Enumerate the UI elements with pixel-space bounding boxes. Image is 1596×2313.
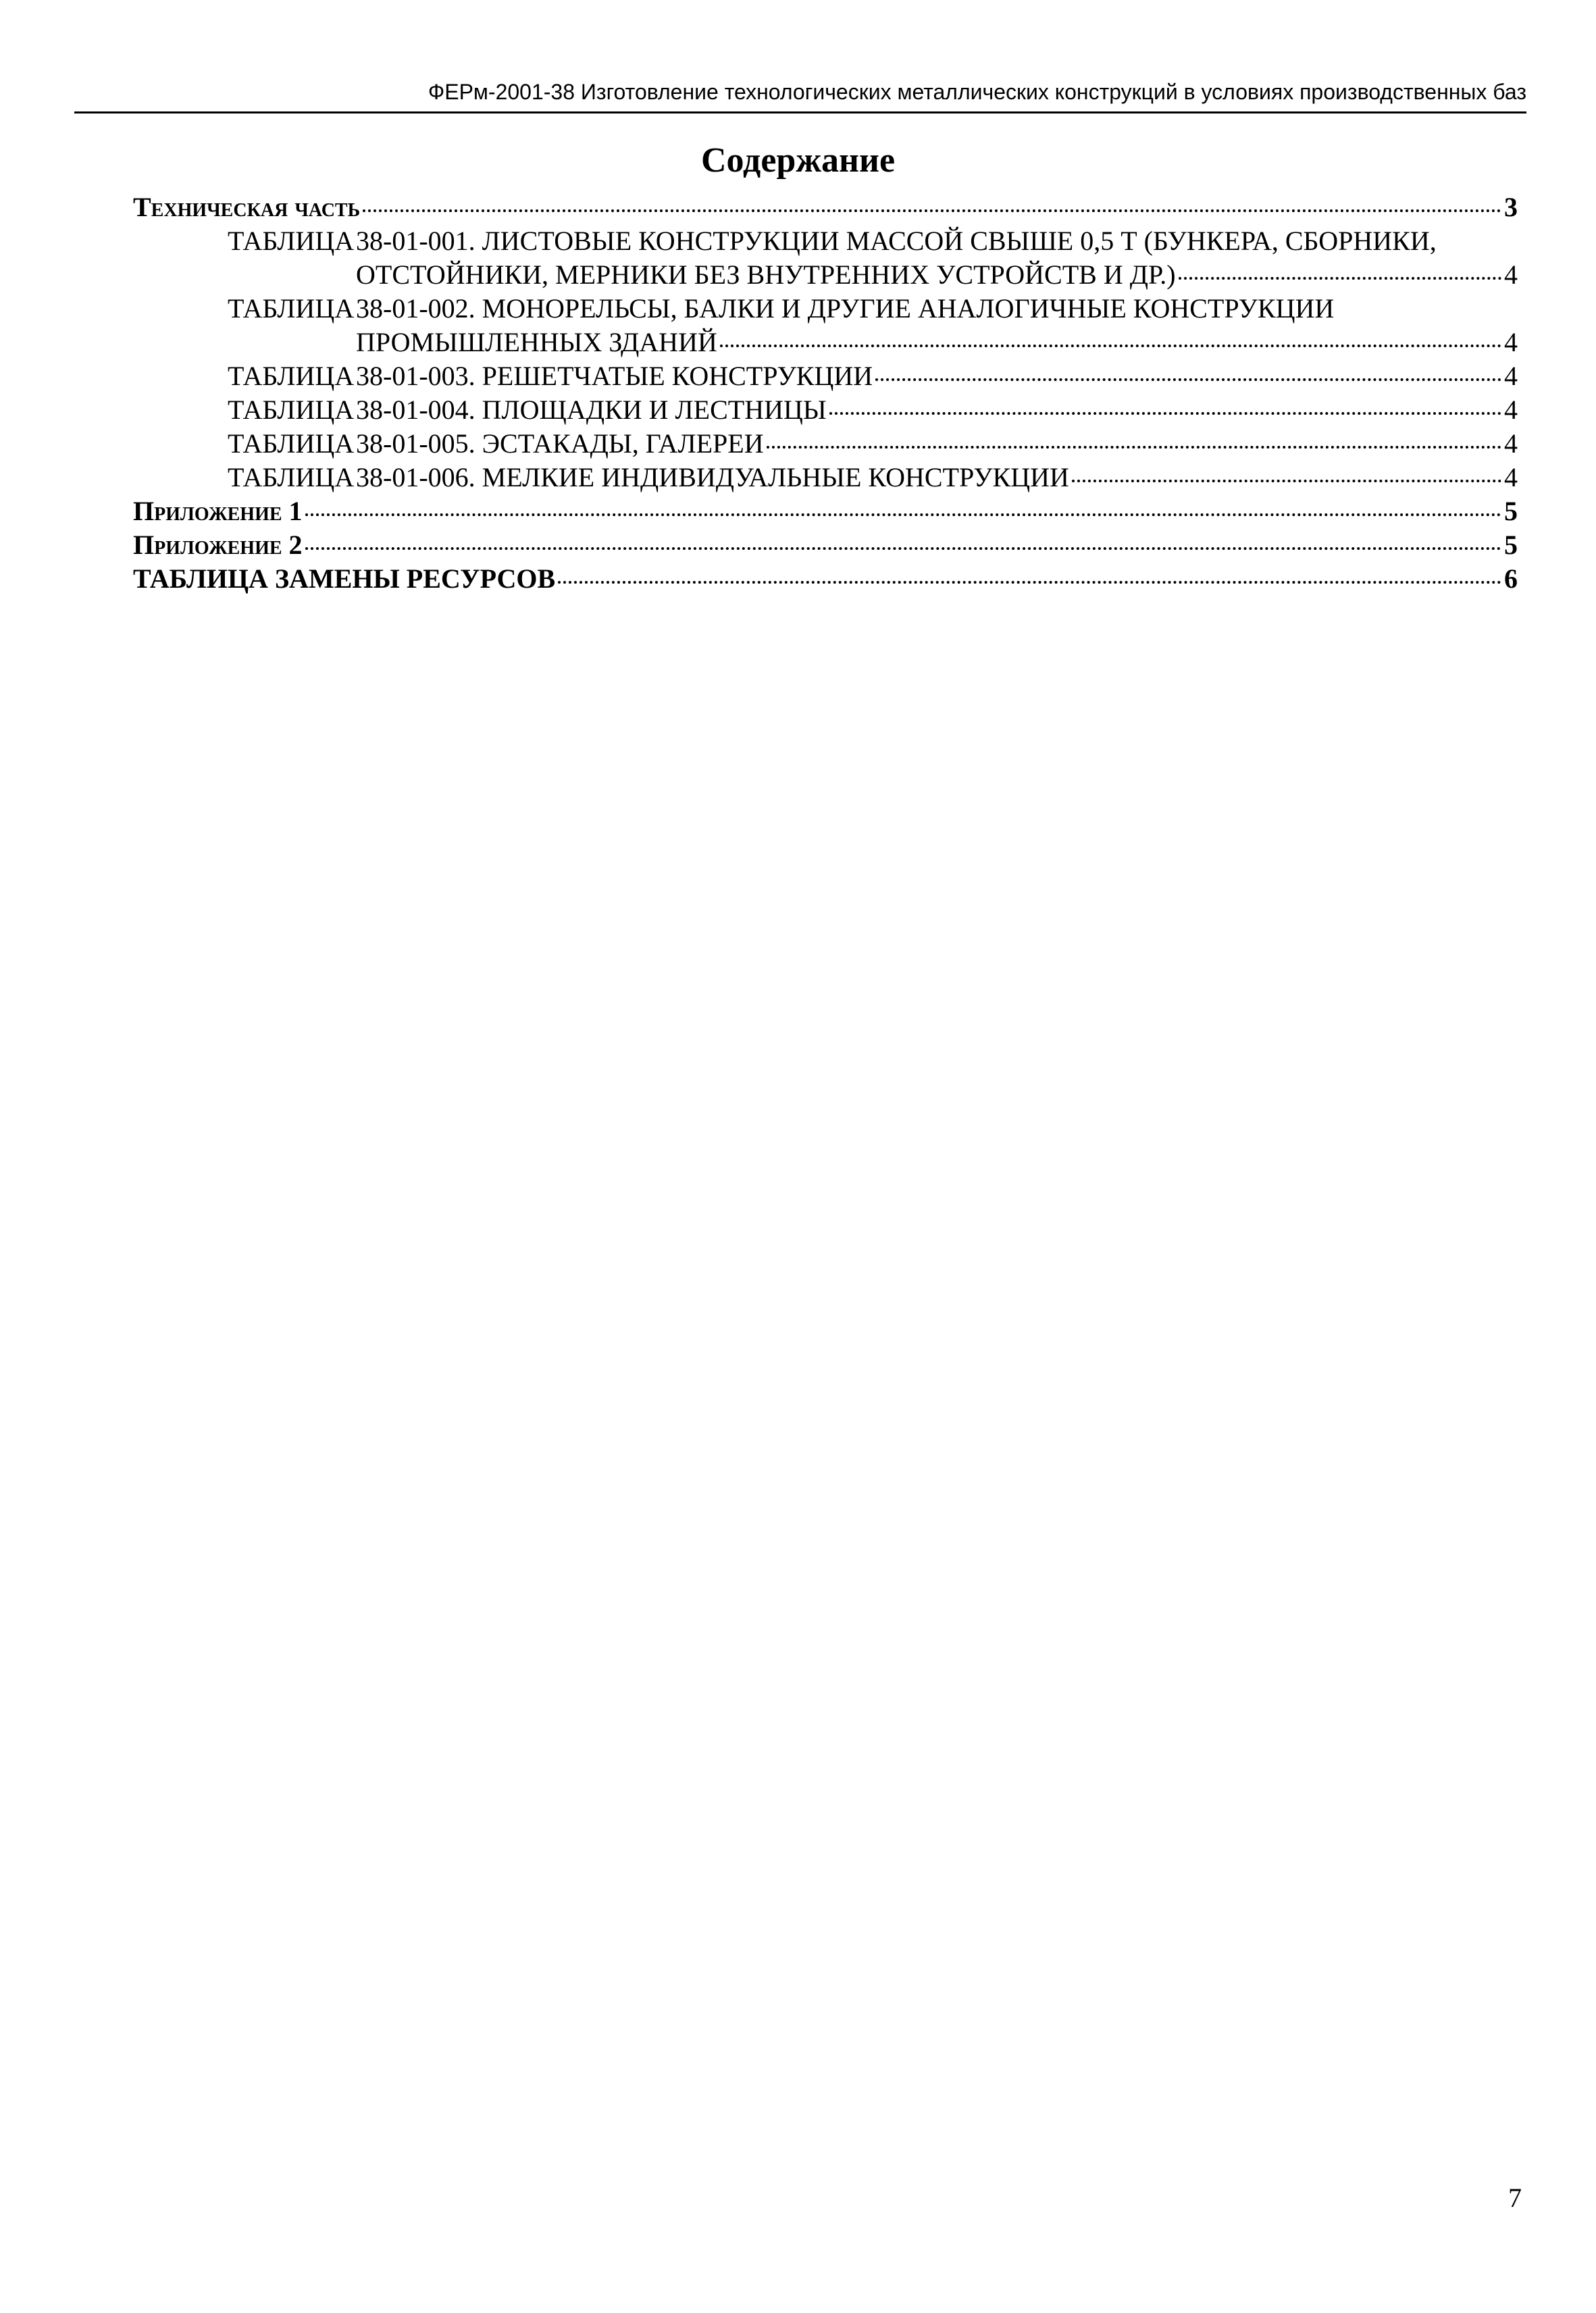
running-header: ФЕРм-2001-38 Изготовление технологических металлических конструкций в условиях производственных баз xyxy=(74,80,1526,113)
toc-entry-appendix-2[interactable] xyxy=(133,528,1518,562)
toc-entry-prefix: ТАБЛИЦА xyxy=(228,293,355,324)
toc-entry-page: 4 xyxy=(1504,361,1518,391)
toc-entry-label: ТАБЛИЦА ЗАМЕНЫ РЕСУРСОВ xyxy=(133,563,556,594)
toc-entry-page: 6 xyxy=(1504,563,1518,594)
toc-entry-resource-replacement-table[interactable] xyxy=(133,562,1518,596)
dot-leader xyxy=(1179,277,1501,280)
dot-leader xyxy=(363,209,1501,212)
toc-entry-prefix: ТАБЛИЦА xyxy=(228,428,355,459)
toc-entry-page: 5 xyxy=(1504,530,1518,560)
dot-leader xyxy=(558,581,1501,584)
dot-leader xyxy=(305,547,1501,550)
toc-entry-label: Техническая часть xyxy=(133,192,361,222)
toc-entry-technical-part[interactable] xyxy=(133,190,1518,224)
toc-entry-label: 38-01-006. МЕЛКИЕ ИНДИВИДУАЛЬНЫЕ КОНСТРУКЦИИ xyxy=(356,462,1069,492)
dot-leader xyxy=(767,446,1501,449)
toc-entry-page: 4 xyxy=(1504,259,1518,290)
toc-entry-prefix: ТАБЛИЦА xyxy=(228,361,355,391)
toc-entry-label: 38-01-001. ЛИСТОВЫЕ КОНСТРУКЦИИ МАССОЙ СВЫШЕ 0,5 Т (БУНКЕРА, СБОРНИКИ, xyxy=(356,226,1437,256)
dot-leader xyxy=(720,345,1501,347)
toc-entry-prefix: ТАБЛИЦА xyxy=(228,226,355,256)
toc-entry-page: 4 xyxy=(1504,428,1518,459)
dot-leader xyxy=(305,513,1501,516)
toc-entry-page: 5 xyxy=(1504,496,1518,526)
dot-leader xyxy=(1072,480,1501,482)
toc-entry-table-38-01-003[interactable] xyxy=(133,359,1518,393)
toc-entry-page: 4 xyxy=(1504,395,1518,425)
toc-entry-table-38-01-006[interactable] xyxy=(133,461,1518,494)
toc-entry-label: 38-01-002. МОНОРЕЛЬСЫ, БАЛКИ И ДРУГИЕ АНАЛОГИЧНЫЕ КОНСТРУКЦИИ xyxy=(356,293,1335,324)
toc-entry-appendix-1[interactable] xyxy=(133,494,1518,528)
toc-entry-label: 38-01-005. ЭСТАКАДЫ, ГАЛЕРЕИ xyxy=(356,428,764,459)
toc-entry-label: Приложение 1 xyxy=(133,496,303,526)
toc-entry-prefix: ТАБЛИЦА xyxy=(228,395,355,425)
toc-entry-page: 4 xyxy=(1504,462,1518,492)
toc-entry-prefix: ТАБЛИЦА xyxy=(228,462,355,492)
page-title: Содержание xyxy=(700,141,896,180)
table-of-contents xyxy=(133,190,1518,596)
toc-entry-table-38-01-004[interactable] xyxy=(133,393,1518,427)
dot-leader xyxy=(829,412,1501,415)
dot-leader xyxy=(875,378,1501,381)
toc-entry-table-38-01-005[interactable] xyxy=(133,427,1518,461)
toc-entry-table-38-01-002[interactable] xyxy=(133,292,1518,359)
toc-entry-label: 38-01-004. ПЛОЩАДКИ И ЛЕСТНИЦЫ xyxy=(356,395,827,425)
toc-entry-label-continued: ПРОМЫШЛЕННЫХ ЗДАНИЙ xyxy=(356,327,717,357)
toc-entry-page: 3 xyxy=(1504,192,1518,222)
toc-entry-label: 38-01-003. РЕШЕТЧАТЫЕ КОНСТРУКЦИИ xyxy=(356,361,873,391)
toc-entry-page: 4 xyxy=(1504,327,1518,357)
toc-entry-table-38-01-001[interactable] xyxy=(133,224,1518,292)
toc-entry-label-continued: ОТСТОЙНИКИ, МЕРНИКИ БЕЗ ВНУТРЕННИХ УСТРОЙСТВ И ДР.) xyxy=(356,259,1176,290)
page-number: 7 xyxy=(1508,2183,1522,2213)
toc-entry-label: Приложение 2 xyxy=(133,530,303,560)
